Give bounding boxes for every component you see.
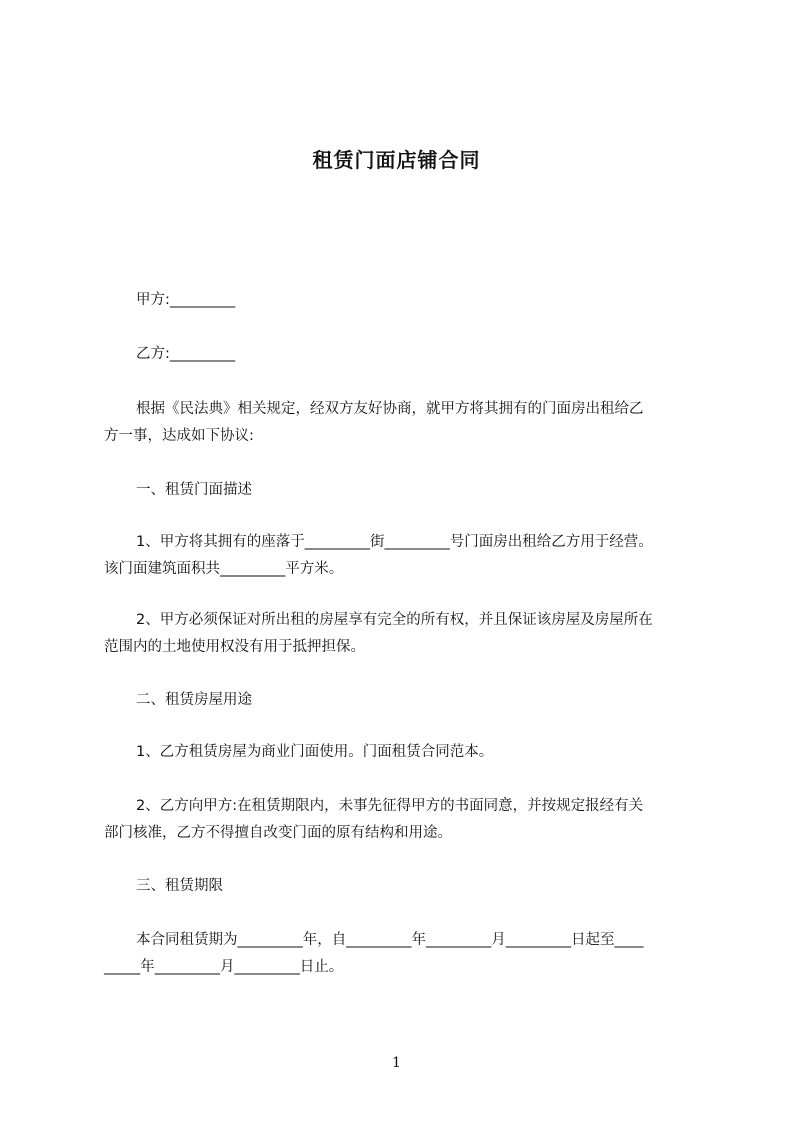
intro-line-2: 方一事，达成如下协议: bbox=[104, 428, 254, 444]
section-1-item-2-line-1: 2、甲方必须保证对所出租的房屋享有完全的所有权，并且保证该房屋及房屋所在 bbox=[136, 612, 653, 628]
party-b-line: 乙方:_________ bbox=[136, 346, 236, 362]
section-2-item-2-line-2: 部门核准，乙方不得擅自改变门面的原有结构和用途。 bbox=[104, 825, 452, 841]
document-title: 租赁门面店铺合同 bbox=[312, 148, 481, 172]
section-1-heading: 一、租赁门面描述 bbox=[136, 482, 252, 498]
section-1-item-2-line-2: 范围内的土地使用权没有用于抵押担保。 bbox=[104, 639, 365, 655]
section-3-line-1: 本合同租赁期为_________年，自_________年_________月_________日起至____ bbox=[136, 932, 644, 948]
page-number: 1 bbox=[392, 1055, 401, 1071]
section-1-item-1-line-1: 1、甲方将其拥有的座落于_________街_________号门面房出租给乙方用于经营。 bbox=[136, 534, 653, 550]
party-a-line: 甲方:_________ bbox=[136, 292, 236, 308]
section-2-heading: 二、租赁房屋用途 bbox=[136, 692, 252, 708]
intro-line-1: 根据《民法典》相关规定，经双方友好协商，就甲方将其拥有的门面房出租给乙 bbox=[136, 401, 644, 417]
section-3-heading: 三、租赁期限 bbox=[136, 878, 223, 894]
section-2-item-2-line-1: 2、乙方向甲方:在租赁期限内，未事先征得甲方的书面同意，并按规定报经有关 bbox=[136, 798, 644, 814]
section-3-line-2: _____年_________月_________日止。 bbox=[104, 959, 344, 975]
section-2-item-1: 1、乙方租赁房屋为商业门面使用。门面租赁合同范本。 bbox=[136, 744, 494, 760]
section-1-item-1-line-2: 该门面建筑面积共_________平方米。 bbox=[104, 561, 344, 577]
